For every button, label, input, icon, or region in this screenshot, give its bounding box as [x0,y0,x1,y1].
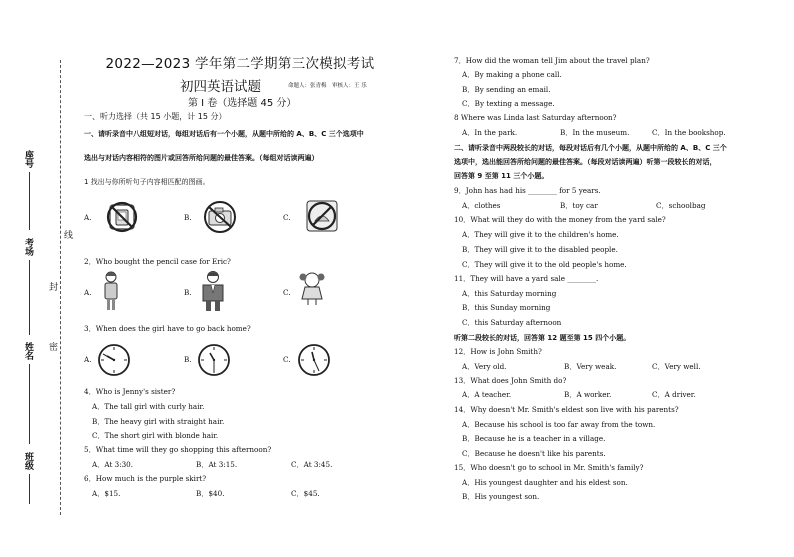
q15-option-b: B．His youngest son. [462,492,540,501]
q12-option-b: B．Very weak. [564,362,617,371]
q10-option-b: B．They will give it to the disabled people. [462,245,618,254]
q10-option-c: C．They will give it to the old people's home. [462,260,627,269]
q15-stem: 15．Who doesn't go to school in Mr. Smith's family? [454,463,644,472]
clock-icon [197,343,231,381]
q11-option-a: A．this Saturday morning [462,289,557,298]
no-camera-icon [202,199,238,239]
q5-stem: 5．What time will they go shopping this afternoon? [84,445,272,454]
q3-stem: 3．When does the girl have to go back home? [84,324,251,333]
q5-option-a: A．At 3:30. [92,460,134,469]
exam-subtitle: 初四英语试题 [180,79,261,95]
paper-section-heading: 第 I 卷（选择题 45 分） [188,98,297,109]
q7-option-b: B．By sending an email. [462,85,551,94]
q1-option-c-label: C. [283,213,291,222]
section2-instruction-1: 二、请听录音中两段较长的对话，每段对话后有几个小题，从题中所给的 A、B、C 三个 [454,144,727,152]
q5-option-b: B．At 3:15. [196,460,238,469]
q7-option-c: C．By texting a message. [462,99,555,108]
q13-option-b: B．A worker. [564,390,612,399]
q5-option-c: C．At 3:45. [291,460,333,469]
q4-option-a: A．The tall girl with curly hair. [92,402,205,411]
q11-option-c: C．this Saturday afternoon [462,318,562,327]
q8-stem: 8 Where was Linda last Saturday afternoon? [454,113,617,122]
q14-option-b: B．Because he is a teacher in a village. [462,434,606,443]
q15-option-a: A．His youngest daughter and his eldest son. [462,478,628,487]
q8-option-a: A．In the park. [462,128,518,137]
q14-option-c: C．Because he doesn't like his parents. [462,449,606,458]
section2-instruction-2: 选项中，选出能回答所给问题的最佳答案。（每段对话读两遍）听第一段较长的对话， [454,158,717,166]
q14-option-a: A．Because his school is too far away from the town. [462,420,656,429]
q6-option-a: A．$15. [92,489,121,498]
q7-stem: 7．How did the woman tell Jim about the travel plan? [454,56,650,65]
q13-option-c: C．A driver. [652,390,696,399]
seal-line [60,60,61,515]
q11-option-b: B．this Sunday morning [462,303,551,312]
seal-char-secret: 密 [49,343,59,353]
seal-char-seal: 封 [49,283,59,293]
woman-icon [100,270,122,316]
no-phone-icon [104,199,140,239]
q2-option-b-label: B. [184,288,192,297]
q9-stem: 9．John has had his ________ for 5 years. [454,186,601,195]
seal-char-line: 线 [64,231,74,241]
listening-section-heading: 一、听力选择（共 15 小题，计 15 分） [84,112,227,121]
q8-option-b: B．In the museum. [560,128,630,137]
no-food-icon [303,197,341,239]
section2-instruction-3: 回答第 9 至第 11 三个小题。 [454,172,549,180]
girl-icon [298,270,326,310]
seat-underline [29,172,30,230]
clock-icon [297,343,331,381]
clock-icon [97,343,131,381]
section1-instruction-2: 选出与对话内容相符的图片或回答所给问题的最佳答案。（每组对话读两遍） [84,154,319,162]
q1-stem: 1 找出与你所听句子内容相匹配的图画。 [84,178,210,186]
exam-title: 2022—2023 学年第二学期第三次模拟考试 [105,56,375,72]
q4-option-b: B．The heavy girl with straight hair. [92,417,225,426]
q10-stem: 10．What will they do with the money from the yard sale? [454,215,666,224]
section1-instruction-1: 一、请听录音中八组短对话，每组对话后有一个小题，从题中所给的 A、B、C 三个选项中 [84,130,364,138]
q6-option-b: B．$40. [196,489,225,498]
q6-stem: 6．How much is the purple skirt? [84,474,207,483]
q2-option-a-label: A. [84,288,92,297]
q10-option-a: A．They will give it to the children's home. [462,230,619,239]
q13-option-a: A．A teacher. [462,390,512,399]
q14-stem: 14．Why doesn't Mr. Smith's eldest son live with his parents? [454,405,679,414]
exam-no-label: 考场 [23,238,33,256]
q2-option-c-label: C. [283,288,291,297]
seat-label: 座号 [23,150,33,168]
q3-option-c-label: C. [283,355,291,364]
q1-option-a-label: A. [84,213,92,222]
q12-stem: 12．How is John Smith? [454,347,542,356]
q7-option-a: A．By making a phone call. [462,70,562,79]
part2-intro: 听第二段较长的对话，回答第 12 题至第 15 四个小题。 [454,334,631,342]
q9-option-c: C．schoolbag [656,201,706,210]
q3-option-b-label: B. [184,355,192,364]
class-label: 班级 [23,452,33,470]
class-underline [29,474,30,504]
q9-option-b: B．toy car [560,201,598,210]
q4-stem: 4．Who is Jenny's sister? [84,387,176,396]
q8-option-c: C．In the bookshop. [652,128,726,137]
exam-no-underline [29,260,30,335]
q12-option-c: C．Very well. [652,362,701,371]
q1-option-b-label: B. [184,213,192,222]
editors-line: 命题人：张青梅 审核人：王 乐 [288,83,367,89]
q3-option-a-label: A. [84,355,92,364]
q6-option-c: C．$45. [291,489,320,498]
q13-stem: 13．What does John Smith do? [454,376,567,385]
man-icon [200,270,226,316]
name-label: 姓名 [23,342,33,360]
q4-option-c: C．The short girl with blonde hair. [92,431,219,440]
q9-option-a: A．clothes [462,201,501,210]
q11-stem: 11．They will have a yard sale ________. [454,274,599,283]
name-underline [29,364,30,444]
q12-option-a: A．Very old. [462,362,507,371]
q2-stem: 2．Who bought the pencil case for Eric? [84,257,231,266]
